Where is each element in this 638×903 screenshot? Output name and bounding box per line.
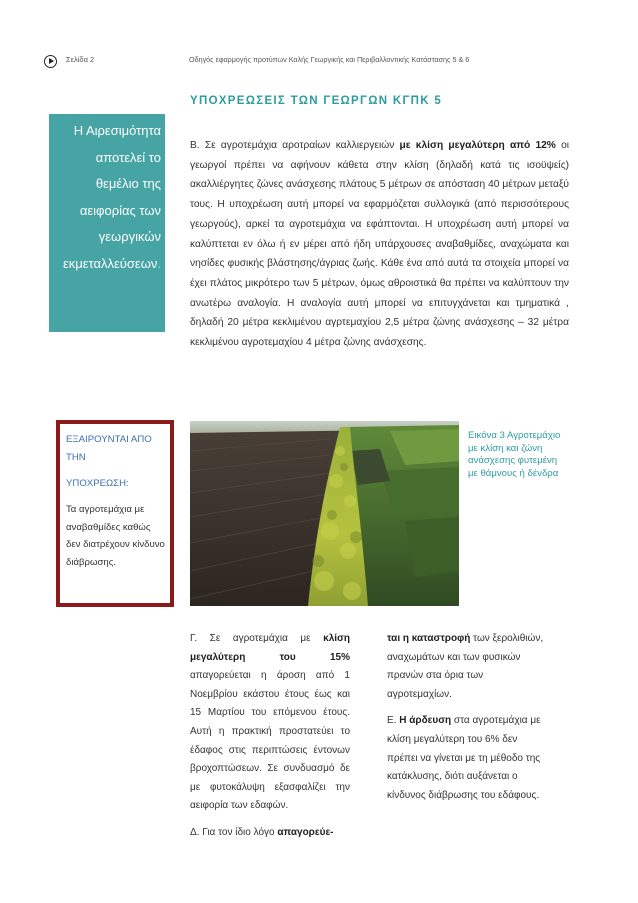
document-title: Οδηγός εφαρμογής προτύπων Καλής Γεωργικής και Περιβαλλοντικής Κατάστασης 5 & 6 <box>189 55 470 64</box>
emphasis: απαγορεύε- <box>277 826 334 838</box>
figure-caption: Εικόνα 3 Αγροτεμάχιο με κλίση και ζώνη ανάσχεσης φυτεμένη με θάμνους ή δένδρα <box>468 430 561 479</box>
emphasis: ται η καταστροφή <box>387 633 471 644</box>
quote-line: θεμέλιο της <box>95 176 161 192</box>
field-photo <box>190 421 459 606</box>
paragraph-d-continued: ται η καταστροφή των ξερολιθιών, αναχωμάτων και των φυσικών πρανών στα όρια των αγροτεμαχίων. <box>387 633 544 700</box>
quote-line: Η Αιρεσιμότητα <box>73 123 161 138</box>
pull-quote-text <box>49 118 161 278</box>
paragraph-g: Γ. Σε αγροτεμάχια με κλίση μεγαλύτερη του 15% απαγορεύεται η άροση από 1 Νοεμβρίου εκάστου έτους έως και 15 Μαρτίου του επόμενου έτους. Αυτή η πρακτική προστατεύει το έδαφος στις περιπτώσεις έντονων βροχοπτώσεων. Σε συνδυασμό δε με φυτοκάλυψη εξασφαλίζει την αειφορία των εδαφών. <box>190 633 350 812</box>
section-title: ΥΠΟΧΡΕΩΣΕΙΣ ΤΩΝ ΓΕΩΡΓΩΝ ΚΓΠΚ 5 <box>190 95 443 107</box>
quote-line: γεωργικών <box>98 229 161 245</box>
play-circle-icon <box>44 55 57 68</box>
exemption-body: Τα αγροτεμάχια με αναβαθμίδες καθώς δεν διατρέχουν κίνδυνο διάβρωσης. <box>66 504 165 568</box>
quote-line: αειφορίας των <box>79 202 161 218</box>
paragraph-d: Δ. Για τον ίδιο λόγο απαγορεύε- <box>190 826 334 838</box>
page-number: Σελίδα 2 <box>66 55 95 64</box>
exemption-subheading: ΥΠΟΧΡΕΩΣΗ: <box>66 478 129 489</box>
paragraph-e: Ε. Η άρδευση στα αγροτεμάχια με κλίση μεγαλύτερη του 6% δεν πρέπει να γίνεται με τη μέθοδο της κατάκλυσης, διότι αυξάνεται ο κίνδυνος διάβρωσης του εδάφους. <box>387 715 541 801</box>
pull-quote-box <box>49 114 165 332</box>
paragraph-b: Β. Σε αγροτεμάχια αροτραίων καλλιεργειών με κλίση μεγαλύτερη από 12% οι γεωργοί πρέπει να αφήνουν κάθετα στην κλίση (δηλαδή κατά τις ισοϋψείς) ακαλλιέργητες ζώνες ανάσχεσης πλάτους 5 μέτρων σε απόσταση 40 μέτρων μεταξύ τους. Η υποχρέωση αυτή μπορεί να εφαρμόζεται συλλογικά (από περισσότερους γεωργούς), αρκεί τα αγροτεμάχια να εφάπτονται. Η υποχρέωση αυτή μπορεί να καλύπτεται εν όλω ή εν μέρει από ήδη υπάρχουσες αναβαθμίδες, αναχώματα και νησίδες φυσικής βλάστησης/άγριας ζωής. Κάθε ένα από αυτά τα στοιχεία μπορεί να έχει πλάτος μικρότερο των 5 μέτρων, όμως αθροιστικά θα πρέπει να καλύπτουν την ανωτέρω αναλογία. Η αναλογία αυτή μπορεί να επιτυγχάνεται και τμηματικά , δηλαδή 20 μέτρα κεκλιμένου αγρτεμαχίου 2,5 μέτρα ζώνης ανάσχεσης – 32 μέτρα κεκλιμένου αγροτεμαχίου 4 μέτρα ζώνης ανάσχεσης. <box>190 140 570 349</box>
quote-line: αποτελεί το <box>95 149 161 165</box>
field-illustration <box>190 421 459 606</box>
quote-line: εκμεταλλεύσεων. <box>62 255 161 271</box>
exemption-box <box>56 420 174 607</box>
emphasis: Η άρδευση <box>399 715 452 727</box>
text-column-left <box>190 630 350 843</box>
exemption-heading: ΕΞΑΙΡΟΥΝΤΑΙ ΑΠΟ ΤΗΝ <box>66 434 152 463</box>
emphasis: με κλίση μεγαλύτερη από 12% <box>399 140 556 151</box>
emphasis: κλίση μεγαλύτερη του 15% <box>190 633 350 663</box>
text-column-right <box>387 630 547 805</box>
